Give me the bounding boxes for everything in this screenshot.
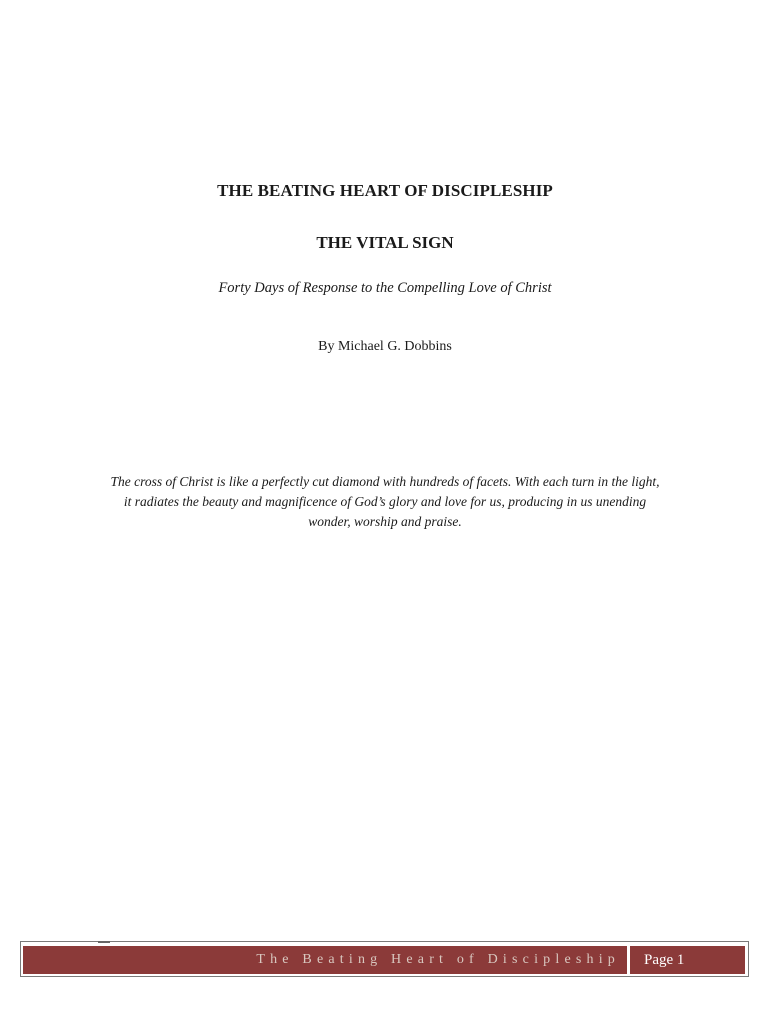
epigraph-line: wonder, worship and praise.: [308, 514, 462, 529]
epigraph-line: it radiates the beauty and magnificence of God’s glory and love for us, producing in us unending: [123, 494, 647, 509]
epigraph-quote: [95, 472, 675, 532]
page-footer: [23, 946, 745, 974]
document-subtitle: THE VITAL SIGN: [316, 233, 454, 252]
footer-running-title: The Beating Heart of Discipleship: [256, 952, 620, 967]
author-line: By Michael G. Dobbins: [318, 339, 452, 354]
footer-tick-mark: [98, 941, 110, 943]
footer-divider: [627, 946, 630, 974]
epigraph-line: The cross of Christ is like a perfectly cut diamond with hundreds of facets. With each turn in the light,: [110, 474, 660, 489]
document-tagline: Forty Days of Response to the Compelling Love of Christ: [218, 280, 552, 296]
footer-page-number: Page 1: [644, 952, 685, 968]
document-title: THE BEATING HEART OF DISCIPLESHIP: [217, 181, 553, 200]
